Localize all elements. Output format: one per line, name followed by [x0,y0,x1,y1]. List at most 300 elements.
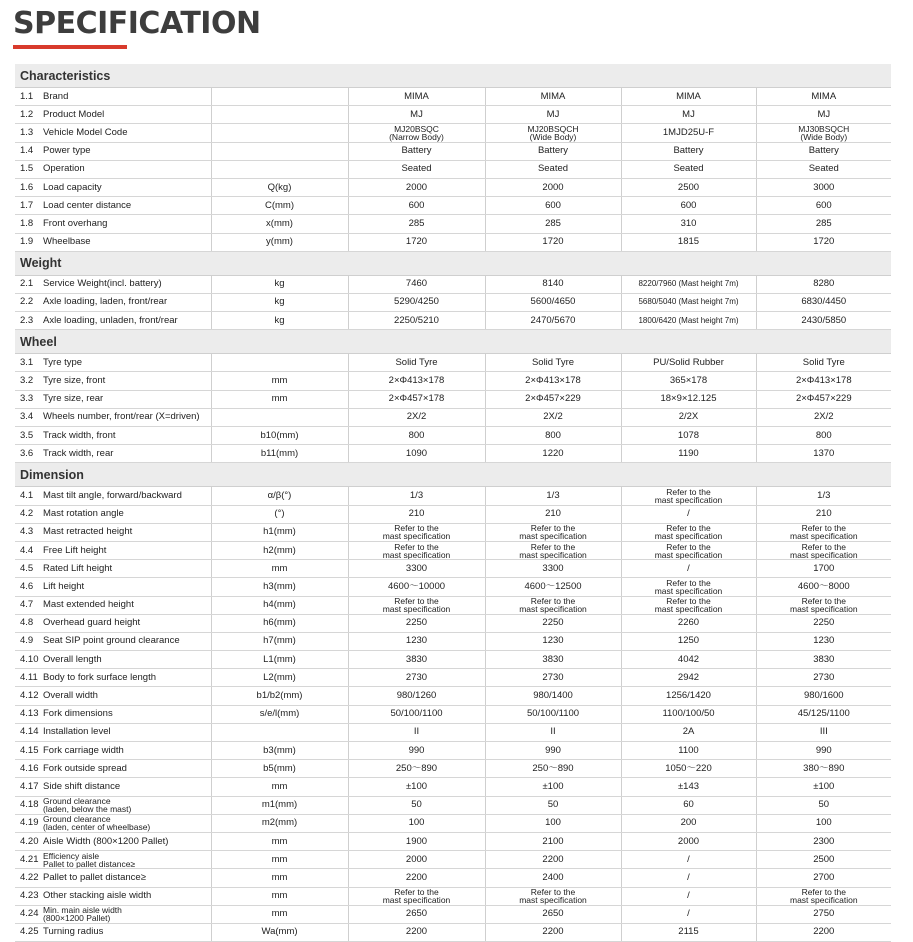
value-cell: MJ [485,106,621,124]
value-cell-line: mast specification [382,549,451,560]
row-unit: m2(mm) [211,814,348,832]
value-cell: 285 [485,215,621,233]
spec-row [15,408,891,426]
value-cell: MIMA [485,88,621,106]
row-unit: h3(mm) [211,578,348,596]
row-label: Power type [39,142,211,160]
value-cell-line: mast specification [519,604,587,615]
spec-row [15,869,891,887]
row-unit: b11(mm) [211,445,348,463]
row-unit [211,723,348,741]
value-cell: 2200 [756,923,891,941]
value-cell-line: Refer to the [666,541,711,552]
value-cell: 2×Φ457×178 [348,390,485,408]
section-header [15,330,891,354]
spec-row [15,632,891,650]
spec-row [15,596,891,614]
row-number: 2.1 [15,275,39,293]
value-cell: 2000 [348,851,485,869]
row-label: Pallet to pallet distance≥ [39,869,211,887]
row-unit: y(mm) [211,233,348,251]
row-unit: b10(mm) [211,427,348,445]
row-unit: (°) [211,505,348,523]
spec-row [15,445,891,463]
row-number: 1.4 [15,142,39,160]
row-label: Tyre size, rear [39,390,211,408]
value-cell: 285 [756,215,891,233]
value-cell-line: Refer to the [666,486,711,497]
row-number: 4.6 [15,578,39,596]
value-cell: Battery [756,142,891,160]
value-cell: Solid Tyre [348,354,485,372]
row-number: 3.2 [15,372,39,390]
row-unit [211,142,348,160]
value-cell: Solid Tyre [756,354,891,372]
value-cell [621,523,756,541]
row-unit: b3(mm) [211,742,348,760]
value-cell-line: Refer to the [801,596,846,607]
value-cell: 3830 [348,651,485,669]
spec-row [15,390,891,408]
value-cell-line: mast specification [519,895,587,906]
value-cell: 990 [756,742,891,760]
value-cell-line: mast specification [519,531,587,542]
row-unit: mm [211,372,348,390]
value-cell: / [621,869,756,887]
value-cell: 2430/5850 [756,312,891,330]
value-cell: 600 [485,197,621,215]
value-cell-line: mast specification [790,549,858,560]
row-unit: mm [211,390,348,408]
section-title: Wheel [15,330,891,354]
value-cell: ±100 [348,778,485,796]
row-number: 4.3 [15,523,39,541]
value-cell: / [621,887,756,905]
row-number: 3.4 [15,408,39,426]
value-cell: 3830 [485,651,621,669]
value-cell-line: Refer to the [394,523,439,534]
row-unit: h7(mm) [211,632,348,650]
value-cell: 250～890 [348,760,485,778]
value-cell [621,578,756,596]
value-cell: 1190 [621,445,756,463]
row-label: Mast retracted height [39,523,211,541]
value-cell: 5600/4650 [485,293,621,311]
row-number: 4.15 [15,742,39,760]
value-cell-line: mast specification [382,531,451,542]
value-cell: Seated [348,160,485,178]
value-cell: 2000 [621,832,756,850]
value-cell: / [621,851,756,869]
row-label: Axle loading, laden, front/rear [39,293,211,311]
row-unit: h4(mm) [211,596,348,614]
row-label-line: Pallet to pallet distance≥ [43,858,136,869]
value-cell [485,124,621,142]
spec-row [15,923,891,941]
row-label: Fork outside spread [39,760,211,778]
row-unit: mm [211,560,348,578]
row-unit: h1(mm) [211,523,348,541]
value-cell: 1800/6420 (Mast height 7m) [621,312,756,330]
value-cell-line: Refer to the [530,541,576,552]
row-label: Side shift distance [39,778,211,796]
value-cell: MIMA [621,88,756,106]
row-label-line: (laden, below the mast) [43,804,132,815]
row-number: 4.19 [15,814,39,832]
value-cell: 1100 [621,742,756,760]
spec-row [15,814,891,832]
value-cell [756,887,891,905]
value-cell: 2730 [756,669,891,687]
section-header [15,251,891,275]
value-cell: 1MJD25U-F [621,124,756,142]
row-label-line: (laden, center of wheelbase) [43,822,151,833]
row-label: Vehicle Model Code [39,124,211,142]
row-number: 3.1 [15,354,39,372]
value-cell: Solid Tyre [485,354,621,372]
value-cell-line: MJ20BSQC [394,123,439,134]
row-unit: s/e/l(mm) [211,705,348,723]
value-cell: 2×Φ457×229 [485,390,621,408]
spec-row [15,487,891,505]
value-cell: 2400 [485,869,621,887]
spec-row [15,160,891,178]
value-cell [485,523,621,541]
value-cell: 310 [621,215,756,233]
value-cell: 2730 [348,669,485,687]
value-cell [348,541,485,559]
value-cell: 800 [756,427,891,445]
value-cell: 2650 [348,905,485,923]
row-label: Overall length [39,651,211,669]
value-cell-line: mast specification [790,604,858,615]
value-cell-line: Refer to the [801,541,846,552]
row-label: Rated Lift height [39,560,211,578]
value-cell: 50 [348,796,485,814]
row-number: 1.6 [15,178,39,196]
value-cell-line: Refer to the [394,596,439,607]
value-cell: 2200 [348,923,485,941]
value-cell: MIMA [756,88,891,106]
value-cell: 2250 [348,614,485,632]
value-cell: 1090 [348,445,485,463]
spec-row [15,851,891,869]
spec-row [15,233,891,251]
value-cell: 1050～220 [621,760,756,778]
value-cell: 980/1600 [756,687,891,705]
row-label: Other stacking aisle width [39,887,211,905]
value-cell-line: Refer to the [394,887,439,898]
value-cell [348,124,485,142]
value-cell: 1256/1420 [621,687,756,705]
row-label: Operation [39,160,211,178]
value-cell: 1720 [756,233,891,251]
row-label [39,905,211,923]
spec-row [15,578,891,596]
row-label: Mast rotation angle [39,505,211,523]
value-cell: 60 [621,796,756,814]
row-label: Mast tilt angle, forward/backward [39,487,211,505]
value-cell: 600 [348,197,485,215]
value-cell [621,487,756,505]
value-cell: ±100 [756,778,891,796]
value-cell: 1100/100/50 [621,705,756,723]
value-cell-line: mast specification [654,531,723,542]
spec-row [15,106,891,124]
value-cell: 2750 [756,905,891,923]
spec-row [15,560,891,578]
value-cell: / [621,560,756,578]
row-unit [211,160,348,178]
row-number: 1.3 [15,124,39,142]
value-cell: 2100 [485,832,621,850]
value-cell: 50 [756,796,891,814]
row-label: Fork dimensions [39,705,211,723]
spec-row [15,275,891,293]
value-cell: 2300 [756,832,891,850]
value-cell: ±100 [485,778,621,796]
value-cell-line: mast specification [790,531,858,542]
row-number: 1.8 [15,215,39,233]
row-unit: b1/b2(mm) [211,687,348,705]
value-cell: 2×Φ413×178 [348,372,485,390]
value-cell: 2500 [621,178,756,196]
value-cell: III [756,723,891,741]
value-cell-line: Refer to the [666,523,711,534]
spec-row [15,687,891,705]
value-cell: 1220 [485,445,621,463]
value-cell: II [348,723,485,741]
spec-row [15,723,891,741]
row-unit: kg [211,293,348,311]
value-cell: 50/100/1100 [485,705,621,723]
spec-row [15,778,891,796]
row-number: 2.2 [15,293,39,311]
row-label: Wheelbase [39,233,211,251]
row-label: Tyre size, front [39,372,211,390]
value-cell: 210 [348,505,485,523]
row-label: Aisle Width (800×1200 Pallet) [39,832,211,850]
value-cell: 1230 [756,632,891,650]
value-cell: 1/3 [756,487,891,505]
value-cell: 1230 [348,632,485,650]
row-number: 4.18 [15,796,39,814]
value-cell: 2730 [485,669,621,687]
value-cell: 2200 [485,851,621,869]
value-cell: 50/100/1100 [348,705,485,723]
spec-row [15,541,891,559]
row-unit: L1(mm) [211,651,348,669]
row-number: 4.12 [15,687,39,705]
value-cell: 2000 [485,178,621,196]
row-label: Load center distance [39,197,211,215]
row-unit: kg [211,275,348,293]
value-cell: 3300 [485,560,621,578]
value-cell: 250～890 [485,760,621,778]
value-cell [348,523,485,541]
row-number: 4.2 [15,505,39,523]
row-label: Fork carriage width [39,742,211,760]
value-cell: ±143 [621,778,756,796]
row-label [39,796,211,814]
row-number: 4.16 [15,760,39,778]
spec-row [15,312,891,330]
row-label-line: Ground clearance [43,814,111,825]
row-number: 4.10 [15,651,39,669]
value-cell: 1370 [756,445,891,463]
value-cell [485,541,621,559]
row-number: 4.7 [15,596,39,614]
row-label: Product Model [39,106,211,124]
value-cell: 2×Φ413×178 [485,372,621,390]
value-cell: 380～890 [756,760,891,778]
value-cell [756,541,891,559]
value-cell: MJ [348,106,485,124]
value-cell-line: Refer to the [801,523,846,534]
value-cell: 2250 [756,614,891,632]
value-cell: 2X/2 [485,408,621,426]
value-cell: 1700 [756,560,891,578]
value-cell: 8280 [756,275,891,293]
row-number: 4.17 [15,778,39,796]
row-label: Overhead guard height [39,614,211,632]
value-cell [348,596,485,614]
value-cell: 2000 [348,178,485,196]
row-unit: h2(mm) [211,541,348,559]
value-cell: 7460 [348,275,485,293]
value-cell: PU/Solid Rubber [621,354,756,372]
row-number: 4.22 [15,869,39,887]
row-number: 1.2 [15,106,39,124]
value-cell: II [485,723,621,741]
value-cell-line: mast specification [654,494,723,505]
row-unit: Q(kg) [211,178,348,196]
row-number: 4.23 [15,887,39,905]
spec-row [15,215,891,233]
row-number: 2.3 [15,312,39,330]
row-unit: α/β(°) [211,487,348,505]
value-cell [756,523,891,541]
value-cell: 1250 [621,632,756,650]
row-unit: mm [211,778,348,796]
value-cell-line: Refer to the [666,577,711,588]
value-cell: Battery [485,142,621,160]
row-label [39,851,211,869]
row-number: 4.14 [15,723,39,741]
value-cell: 600 [621,197,756,215]
row-label: Brand [39,88,211,106]
value-cell: 4600～8000 [756,578,891,596]
value-cell: 600 [756,197,891,215]
row-number: 4.1 [15,487,39,505]
value-cell: 2A [621,723,756,741]
value-cell: 1720 [485,233,621,251]
value-cell-line: (Wide Body) [529,131,577,142]
value-cell: 4600～12500 [485,578,621,596]
row-label: Seat SIP point ground clearance [39,632,211,650]
value-cell-line: mast specification [382,604,451,615]
value-cell: 2115 [621,923,756,941]
row-unit: L2(mm) [211,669,348,687]
value-cell [621,596,756,614]
value-cell: 1/3 [485,487,621,505]
value-cell: 2200 [485,923,621,941]
row-number: 1.1 [15,88,39,106]
row-number: 3.5 [15,427,39,445]
value-cell: / [621,905,756,923]
row-unit: m1(mm) [211,796,348,814]
value-cell: 5680/5040 (Mast height 7m) [621,293,756,311]
value-cell: 2/2X [621,408,756,426]
value-cell: 3830 [756,651,891,669]
spec-row [15,124,891,142]
row-unit: mm [211,832,348,850]
row-unit: mm [211,851,348,869]
row-number: 1.5 [15,160,39,178]
spec-row [15,523,891,541]
row-number: 3.6 [15,445,39,463]
value-cell: / [621,505,756,523]
value-cell: 2942 [621,669,756,687]
value-cell-line: mast specification [790,895,858,906]
value-cell-line: mast specification [382,895,451,906]
row-label-line: Efficiency aisle [43,850,100,861]
value-cell: 2X/2 [348,408,485,426]
spec-row [15,796,891,814]
value-cell [756,596,891,614]
row-unit [211,88,348,106]
value-cell: 4600～10000 [348,578,485,596]
value-cell [756,124,891,142]
value-cell-line: mast specification [654,549,723,560]
value-cell [348,887,485,905]
value-cell-line: MJ30BSQCH [798,123,850,134]
value-cell: 5290/4250 [348,293,485,311]
row-label-line: Ground clearance [43,796,111,807]
value-cell-line: mast specification [654,604,723,615]
section-title: Characteristics [15,64,891,88]
value-cell: Battery [348,142,485,160]
spec-row [15,178,891,196]
value-cell: 8140 [485,275,621,293]
value-cell: 4042 [621,651,756,669]
value-cell [485,887,621,905]
value-cell: 980/1260 [348,687,485,705]
value-cell: 2470/5670 [485,312,621,330]
row-number: 4.9 [15,632,39,650]
value-cell: 2700 [756,869,891,887]
value-cell: Seated [485,160,621,178]
value-cell: 100 [348,814,485,832]
value-cell: 6830/4450 [756,293,891,311]
value-cell: 1230 [485,632,621,650]
value-cell: 2200 [348,869,485,887]
row-number: 4.8 [15,614,39,632]
value-cell-line: Refer to the [530,596,576,607]
value-cell-line: Refer to the [394,541,439,552]
row-label: Mast extended height [39,596,211,614]
section-header [15,463,891,487]
value-cell-line: Refer to the [801,887,846,898]
row-label: Free Lift height [39,541,211,559]
value-cell: 45/125/1100 [756,705,891,723]
value-cell: 2×Φ457×229 [756,390,891,408]
value-cell: MJ [621,106,756,124]
value-cell: 1078 [621,427,756,445]
row-number: 4.4 [15,541,39,559]
value-cell: 1720 [348,233,485,251]
row-number: 4.20 [15,832,39,850]
